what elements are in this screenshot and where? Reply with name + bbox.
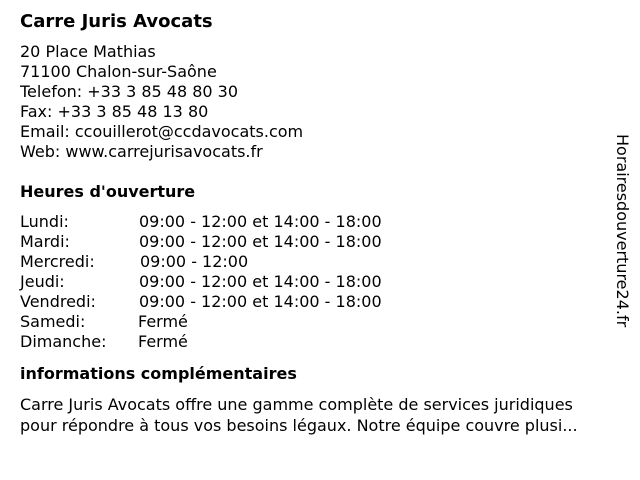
hours-row-monday: [20, 212, 620, 232]
phone-number: Telefon: +33 3 85 48 80 30: [20, 82, 239, 101]
business-card: [20, 8, 620, 436]
business-description: [20, 394, 626, 436]
address-street: 20 Place Mathias: [20, 42, 156, 61]
site-watermark: [612, 134, 632, 344]
description-line: pour répondre à tous vos besoins légaux. Notre équipe couvre plusi...: [20, 416, 578, 435]
hours-row-wednesday: [20, 252, 620, 272]
email-address: Email: ccouillerot@ccdavocats.com: [20, 122, 304, 141]
hours-row-sunday: [20, 332, 620, 352]
opening-hours-table: [20, 212, 620, 352]
description-line: Carre Juris Avocats offre une gamme complète de services juridiques: [20, 395, 573, 414]
day-label: Jeudi:: [20, 272, 65, 291]
time-value: 09:00 - 12:00 et 14:00 - 18:00: [139, 212, 382, 231]
day-label: Vendredi:: [20, 292, 96, 311]
time-value: Fermé: [138, 332, 188, 351]
hours-row-tuesday: [20, 232, 620, 252]
hours-row-saturday: [20, 312, 620, 332]
website: Web: www.carrejurisavocats.fr: [20, 142, 263, 161]
time-value: 09:00 - 12:00 et 14:00 - 18:00: [139, 292, 382, 311]
address-city: 71100 Chalon-sur-Saône: [20, 62, 217, 81]
opening-hours-heading: Heures d'ouverture: [20, 182, 196, 201]
fax-number: Fax: +33 3 85 48 13 80: [20, 102, 209, 121]
hours-row-friday: [20, 292, 620, 312]
day-label: Mercredi:: [20, 252, 95, 271]
hours-row-thursday: [20, 272, 620, 292]
day-label: Dimanche:: [20, 332, 107, 351]
watermark-text: Horairesdouverture24.fr: [613, 134, 632, 328]
day-label: Lundi:: [20, 212, 69, 231]
additional-info-heading: informations complémentaires: [20, 364, 297, 383]
time-value: Fermé: [138, 312, 188, 331]
time-value: 09:00 - 12:00 et 14:00 - 18:00: [139, 272, 382, 291]
day-label: Samedi:: [20, 312, 86, 331]
contact-block: [20, 42, 620, 162]
day-label: Mardi:: [20, 232, 70, 251]
time-value: 09:00 - 12:00 et 14:00 - 18:00: [139, 232, 382, 251]
business-name: Carre Juris Avocats: [20, 11, 213, 32]
time-value: 09:00 - 12:00: [140, 252, 249, 271]
